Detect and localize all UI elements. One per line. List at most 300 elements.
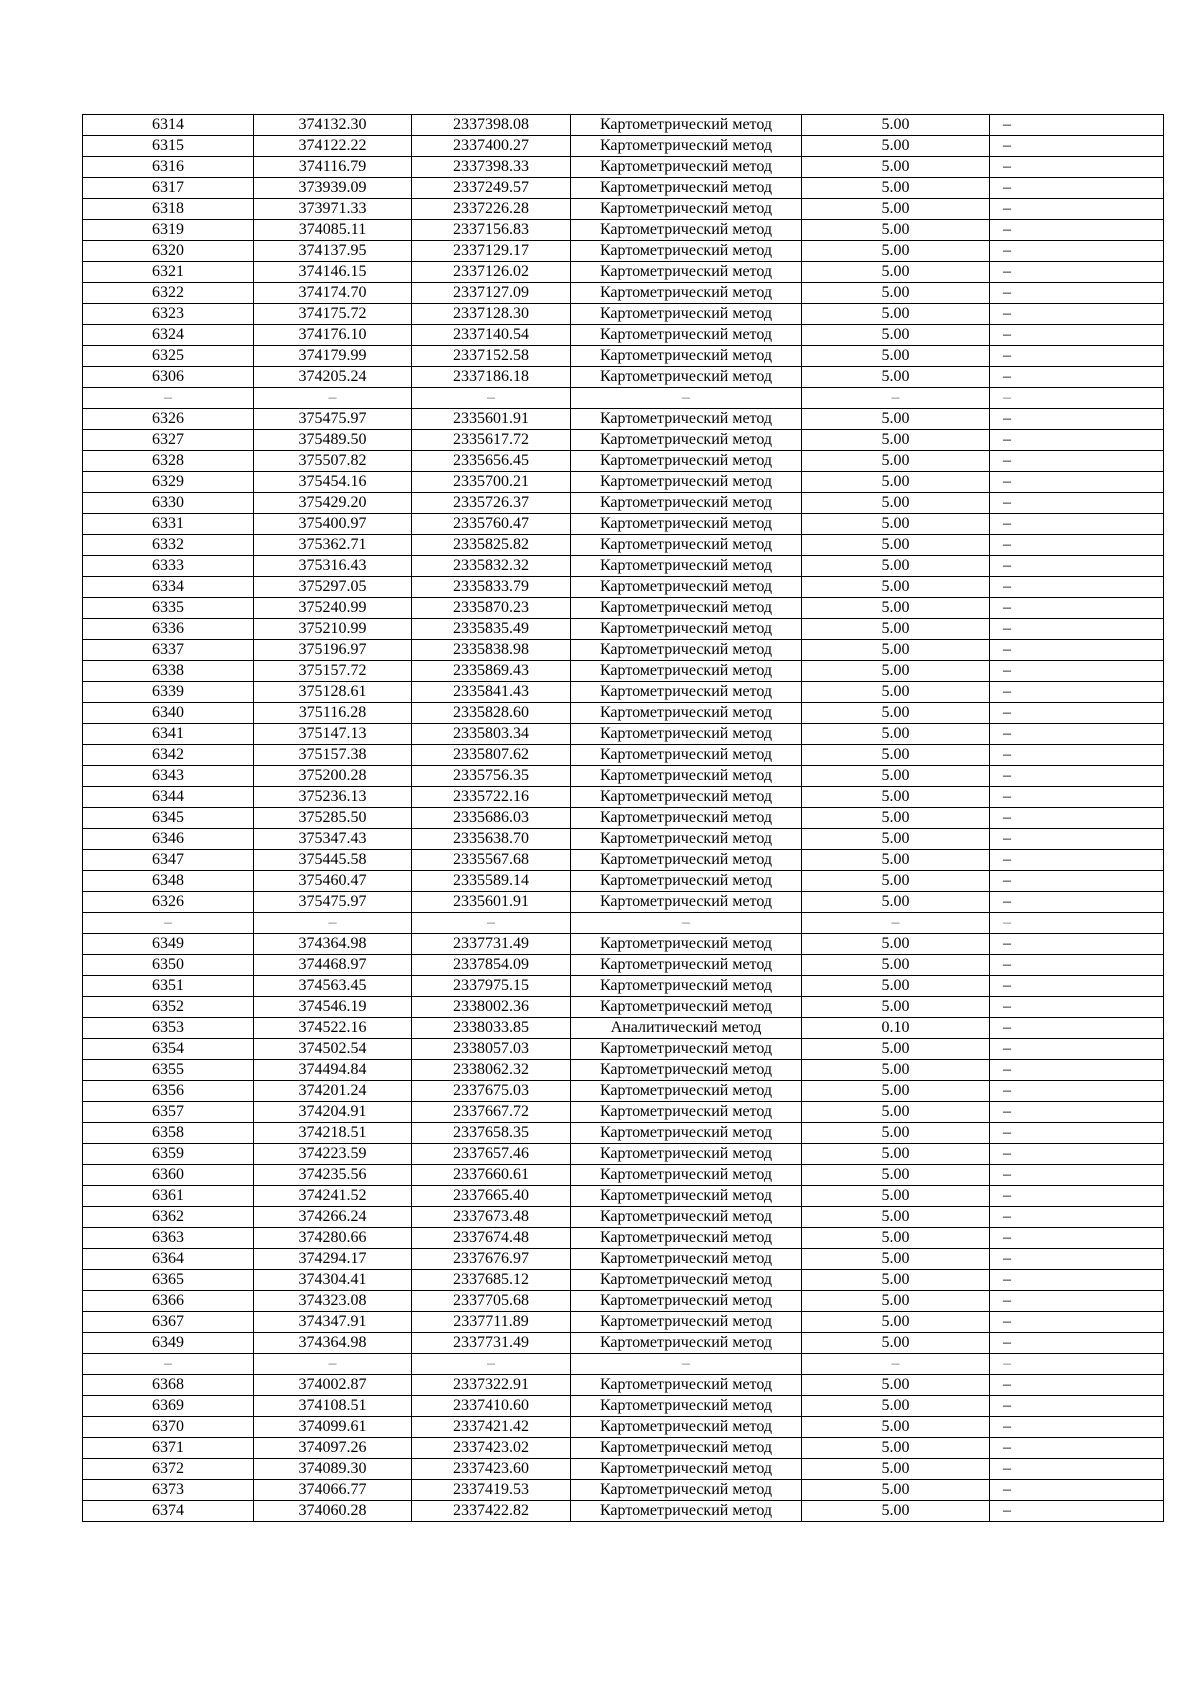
x-coordinate-cell: 374546.19 bbox=[254, 997, 412, 1018]
y-coordinate-cell: 2337657.46 bbox=[412, 1144, 571, 1165]
point-number-cell: 6360 bbox=[83, 1165, 254, 1186]
y-coordinate-cell: 2338033.85 bbox=[412, 1018, 571, 1039]
table-row bbox=[83, 115, 1164, 136]
y-coordinate-cell: 2335803.34 bbox=[412, 724, 571, 745]
method-cell: Картометрический метод bbox=[571, 115, 802, 136]
note-cell: – bbox=[990, 619, 1164, 640]
accuracy-cell: 5.00 bbox=[802, 535, 990, 556]
table-row bbox=[83, 1480, 1164, 1501]
table-row bbox=[83, 1165, 1164, 1186]
x-coordinate-cell: – bbox=[254, 388, 412, 409]
x-coordinate-cell: 374364.98 bbox=[254, 1333, 412, 1354]
separator-row bbox=[83, 913, 1164, 934]
y-coordinate-cell: 2337322.91 bbox=[412, 1375, 571, 1396]
accuracy-cell: 5.00 bbox=[802, 1081, 990, 1102]
method-cell: Картометрический метод bbox=[571, 178, 802, 199]
point-number-cell: 6319 bbox=[83, 220, 254, 241]
point-number-cell: 6372 bbox=[83, 1459, 254, 1480]
method-cell: Картометрический метод bbox=[571, 514, 802, 535]
y-coordinate-cell: 2338002.36 bbox=[412, 997, 571, 1018]
y-coordinate-cell: 2337129.17 bbox=[412, 241, 571, 262]
method-cell: Картометрический метод bbox=[571, 367, 802, 388]
note-cell: – bbox=[990, 367, 1164, 388]
accuracy-cell: 5.00 bbox=[802, 1291, 990, 1312]
note-cell: – bbox=[990, 1123, 1164, 1144]
accuracy-cell: 5.00 bbox=[802, 157, 990, 178]
table-row bbox=[83, 577, 1164, 598]
point-number-cell: 6362 bbox=[83, 1207, 254, 1228]
table-row bbox=[83, 1018, 1164, 1039]
y-coordinate-cell: 2337665.40 bbox=[412, 1186, 571, 1207]
y-coordinate-cell: 2337731.49 bbox=[412, 934, 571, 955]
point-number-cell: 6346 bbox=[83, 829, 254, 850]
table-row bbox=[83, 640, 1164, 661]
method-cell: Картометрический метод bbox=[571, 1396, 802, 1417]
point-number-cell: 6325 bbox=[83, 346, 254, 367]
method-cell: Картометрический метод bbox=[571, 1228, 802, 1249]
point-number-cell: 6322 bbox=[83, 283, 254, 304]
x-coordinate-cell: 374522.16 bbox=[254, 1018, 412, 1039]
x-coordinate-cell: 374364.98 bbox=[254, 934, 412, 955]
point-number-cell: 6356 bbox=[83, 1081, 254, 1102]
point-number-cell: – bbox=[83, 1354, 254, 1375]
accuracy-cell: 5.00 bbox=[802, 745, 990, 766]
accuracy-cell: 5.00 bbox=[802, 577, 990, 598]
point-number-cell: 6338 bbox=[83, 661, 254, 682]
x-coordinate-cell: 375240.99 bbox=[254, 598, 412, 619]
method-cell: Картометрический метод bbox=[571, 745, 802, 766]
point-number-cell: 6316 bbox=[83, 157, 254, 178]
y-coordinate-cell: 2335756.35 bbox=[412, 766, 571, 787]
x-coordinate-cell: 374097.26 bbox=[254, 1438, 412, 1459]
method-cell: Картометрический метод bbox=[571, 1480, 802, 1501]
y-coordinate-cell: 2335838.98 bbox=[412, 640, 571, 661]
table-row bbox=[83, 745, 1164, 766]
table-row bbox=[83, 997, 1164, 1018]
note-cell: – bbox=[990, 1039, 1164, 1060]
y-coordinate-cell: 2335722.16 bbox=[412, 787, 571, 808]
y-coordinate-cell: 2337400.27 bbox=[412, 136, 571, 157]
accuracy-cell: 5.00 bbox=[802, 1186, 990, 1207]
table-row bbox=[83, 1501, 1164, 1522]
method-cell: Картометрический метод bbox=[571, 1123, 802, 1144]
table-row bbox=[83, 1207, 1164, 1228]
x-coordinate-cell: 374218.51 bbox=[254, 1123, 412, 1144]
x-coordinate-cell: 374201.24 bbox=[254, 1081, 412, 1102]
method-cell: Картометрический метод bbox=[571, 850, 802, 871]
point-number-cell: 6353 bbox=[83, 1018, 254, 1039]
table-row bbox=[83, 1144, 1164, 1165]
accuracy-cell: 5.00 bbox=[802, 1438, 990, 1459]
point-number-cell: 6341 bbox=[83, 724, 254, 745]
method-cell: Картометрический метод bbox=[571, 262, 802, 283]
note-cell: – bbox=[990, 703, 1164, 724]
table-row bbox=[83, 892, 1164, 913]
method-cell: – bbox=[571, 913, 802, 934]
x-coordinate-cell: 374179.99 bbox=[254, 346, 412, 367]
accuracy-cell: 5.00 bbox=[802, 976, 990, 997]
accuracy-cell: 5.00 bbox=[802, 1417, 990, 1438]
accuracy-cell: 5.00 bbox=[802, 955, 990, 976]
method-cell: Картометрический метод bbox=[571, 598, 802, 619]
method-cell: Картометрический метод bbox=[571, 724, 802, 745]
point-number-cell: 6359 bbox=[83, 1144, 254, 1165]
note-cell: – bbox=[990, 1186, 1164, 1207]
table-row bbox=[83, 451, 1164, 472]
y-coordinate-cell: 2335686.03 bbox=[412, 808, 571, 829]
note-cell: – bbox=[990, 871, 1164, 892]
table-row bbox=[83, 661, 1164, 682]
table-row bbox=[83, 682, 1164, 703]
note-cell: – bbox=[990, 1144, 1164, 1165]
point-number-cell: 6345 bbox=[83, 808, 254, 829]
y-coordinate-cell: 2337975.15 bbox=[412, 976, 571, 997]
x-coordinate-cell: 374468.97 bbox=[254, 955, 412, 976]
accuracy-cell: 5.00 bbox=[802, 493, 990, 514]
note-cell: – bbox=[990, 1228, 1164, 1249]
note-cell: – bbox=[990, 976, 1164, 997]
table-row bbox=[83, 934, 1164, 955]
method-cell: Картометрический метод bbox=[571, 430, 802, 451]
x-coordinate-cell: 373939.09 bbox=[254, 178, 412, 199]
method-cell: Картометрический метод bbox=[571, 157, 802, 178]
note-cell: – bbox=[990, 241, 1164, 262]
note-cell: – bbox=[990, 829, 1164, 850]
method-cell: Картометрический метод bbox=[571, 1186, 802, 1207]
accuracy-cell: 5.00 bbox=[802, 808, 990, 829]
x-coordinate-cell: 374066.77 bbox=[254, 1480, 412, 1501]
note-cell: – bbox=[990, 598, 1164, 619]
note-cell: – bbox=[990, 1459, 1164, 1480]
method-cell: Картометрический метод bbox=[571, 787, 802, 808]
y-coordinate-cell: 2335841.43 bbox=[412, 682, 571, 703]
note-cell: – bbox=[990, 640, 1164, 661]
x-coordinate-cell: 374108.51 bbox=[254, 1396, 412, 1417]
accuracy-cell: 5.00 bbox=[802, 136, 990, 157]
y-coordinate-cell: 2338062.32 bbox=[412, 1060, 571, 1081]
x-coordinate-cell: 374146.15 bbox=[254, 262, 412, 283]
x-coordinate-cell: 374280.66 bbox=[254, 1228, 412, 1249]
note-cell: – bbox=[990, 661, 1164, 682]
point-number-cell: 6350 bbox=[83, 955, 254, 976]
y-coordinate-cell: 2335870.23 bbox=[412, 598, 571, 619]
accuracy-cell: 5.00 bbox=[802, 682, 990, 703]
x-coordinate-cell: 374099.61 bbox=[254, 1417, 412, 1438]
note-cell: – bbox=[990, 1417, 1164, 1438]
accuracy-cell: 5.00 bbox=[802, 409, 990, 430]
x-coordinate-cell: 375507.82 bbox=[254, 451, 412, 472]
y-coordinate-cell: 2337127.09 bbox=[412, 283, 571, 304]
table-row bbox=[83, 325, 1164, 346]
y-coordinate-cell: 2337423.60 bbox=[412, 1459, 571, 1480]
table-row bbox=[83, 1396, 1164, 1417]
method-cell: Картометрический метод bbox=[571, 1270, 802, 1291]
accuracy-cell: 5.00 bbox=[802, 178, 990, 199]
method-cell: Картометрический метод bbox=[571, 766, 802, 787]
point-number-cell: 6327 bbox=[83, 430, 254, 451]
point-number-cell: 6344 bbox=[83, 787, 254, 808]
point-number-cell: 6371 bbox=[83, 1438, 254, 1459]
table-row bbox=[83, 304, 1164, 325]
accuracy-cell: 5.00 bbox=[802, 1333, 990, 1354]
table-row bbox=[83, 1123, 1164, 1144]
accuracy-cell: – bbox=[802, 1354, 990, 1375]
note-cell: – bbox=[990, 451, 1164, 472]
y-coordinate-cell: 2338057.03 bbox=[412, 1039, 571, 1060]
x-coordinate-cell: – bbox=[254, 1354, 412, 1375]
table-row bbox=[83, 472, 1164, 493]
table-row bbox=[83, 409, 1164, 430]
note-cell: – bbox=[990, 493, 1164, 514]
x-coordinate-cell: 375200.28 bbox=[254, 766, 412, 787]
method-cell: Картометрический метод bbox=[571, 1144, 802, 1165]
table-row bbox=[83, 703, 1164, 724]
table-row bbox=[83, 850, 1164, 871]
x-coordinate-cell: 374002.87 bbox=[254, 1375, 412, 1396]
point-number-cell: 6315 bbox=[83, 136, 254, 157]
accuracy-cell: 5.00 bbox=[802, 997, 990, 1018]
method-cell: Картометрический метод bbox=[571, 1333, 802, 1354]
method-cell: Картометрический метод bbox=[571, 325, 802, 346]
point-number-cell: 6374 bbox=[83, 1501, 254, 1522]
point-number-cell: 6357 bbox=[83, 1102, 254, 1123]
note-cell: – bbox=[990, 1102, 1164, 1123]
note-cell: – bbox=[990, 472, 1164, 493]
point-number-cell: 6329 bbox=[83, 472, 254, 493]
note-cell: – bbox=[990, 115, 1164, 136]
note-cell: – bbox=[990, 199, 1164, 220]
y-coordinate-cell: 2337128.30 bbox=[412, 304, 571, 325]
accuracy-cell: – bbox=[802, 388, 990, 409]
accuracy-cell: 5.00 bbox=[802, 850, 990, 871]
y-coordinate-cell: 2335833.79 bbox=[412, 577, 571, 598]
point-number-cell: 6349 bbox=[83, 934, 254, 955]
x-coordinate-cell: 374174.70 bbox=[254, 283, 412, 304]
note-cell: – bbox=[990, 1438, 1164, 1459]
note-cell: – bbox=[990, 409, 1164, 430]
note-cell: – bbox=[990, 325, 1164, 346]
point-number-cell: 6352 bbox=[83, 997, 254, 1018]
note-cell: – bbox=[990, 1291, 1164, 1312]
point-number-cell: 6331 bbox=[83, 514, 254, 535]
note-cell: – bbox=[990, 220, 1164, 241]
note-cell: – bbox=[990, 724, 1164, 745]
table-row bbox=[83, 829, 1164, 850]
accuracy-cell: 5.00 bbox=[802, 115, 990, 136]
y-coordinate-cell: 2337711.89 bbox=[412, 1312, 571, 1333]
table-row bbox=[83, 136, 1164, 157]
y-coordinate-cell: 2337423.02 bbox=[412, 1438, 571, 1459]
table-row bbox=[83, 157, 1164, 178]
method-cell: Картометрический метод bbox=[571, 1417, 802, 1438]
note-cell: – bbox=[990, 955, 1164, 976]
method-cell: – bbox=[571, 1354, 802, 1375]
accuracy-cell: 5.00 bbox=[802, 1396, 990, 1417]
method-cell: Картометрический метод bbox=[571, 1438, 802, 1459]
method-cell: Картометрический метод bbox=[571, 304, 802, 325]
point-number-cell: 6351 bbox=[83, 976, 254, 997]
method-cell: Картометрический метод bbox=[571, 1249, 802, 1270]
x-coordinate-cell: 374060.28 bbox=[254, 1501, 412, 1522]
note-cell: – bbox=[990, 514, 1164, 535]
x-coordinate-cell: 375454.16 bbox=[254, 472, 412, 493]
point-number-cell: 6334 bbox=[83, 577, 254, 598]
y-coordinate-cell: 2335869.43 bbox=[412, 661, 571, 682]
note-cell: – bbox=[990, 304, 1164, 325]
table-row bbox=[83, 808, 1164, 829]
accuracy-cell: 5.00 bbox=[802, 367, 990, 388]
y-coordinate-cell: – bbox=[412, 388, 571, 409]
method-cell: Картометрический метод bbox=[571, 199, 802, 220]
x-coordinate-cell: 375362.71 bbox=[254, 535, 412, 556]
method-cell: Картометрический метод bbox=[571, 241, 802, 262]
note-cell: – bbox=[990, 1081, 1164, 1102]
point-number-cell: 6336 bbox=[83, 619, 254, 640]
accuracy-cell: 5.00 bbox=[802, 430, 990, 451]
table-row bbox=[83, 1228, 1164, 1249]
accuracy-cell: 5.00 bbox=[802, 598, 990, 619]
accuracy-cell: 5.00 bbox=[802, 892, 990, 913]
point-number-cell: 6321 bbox=[83, 262, 254, 283]
x-coordinate-cell: 375475.97 bbox=[254, 409, 412, 430]
point-number-cell: 6363 bbox=[83, 1228, 254, 1249]
y-coordinate-cell: 2337398.08 bbox=[412, 115, 571, 136]
table-row bbox=[83, 1333, 1164, 1354]
x-coordinate-cell: 374132.30 bbox=[254, 115, 412, 136]
table-row bbox=[83, 955, 1164, 976]
x-coordinate-cell: 374204.91 bbox=[254, 1102, 412, 1123]
y-coordinate-cell: 2335700.21 bbox=[412, 472, 571, 493]
x-coordinate-cell: – bbox=[254, 913, 412, 934]
table-row bbox=[83, 535, 1164, 556]
accuracy-cell: 5.00 bbox=[802, 619, 990, 640]
x-coordinate-cell: 374494.84 bbox=[254, 1060, 412, 1081]
x-coordinate-cell: 374347.91 bbox=[254, 1312, 412, 1333]
point-number-cell: 6340 bbox=[83, 703, 254, 724]
x-coordinate-cell: 374137.95 bbox=[254, 241, 412, 262]
note-cell: – bbox=[990, 808, 1164, 829]
method-cell: Картометрический метод bbox=[571, 283, 802, 304]
y-coordinate-cell: 2337226.28 bbox=[412, 199, 571, 220]
table-row bbox=[83, 1417, 1164, 1438]
method-cell: Картометрический метод bbox=[571, 661, 802, 682]
point-number-cell: 6335 bbox=[83, 598, 254, 619]
point-number-cell: 6317 bbox=[83, 178, 254, 199]
table-row bbox=[83, 346, 1164, 367]
accuracy-cell: 5.00 bbox=[802, 304, 990, 325]
table-row bbox=[83, 262, 1164, 283]
accuracy-cell: 5.00 bbox=[802, 451, 990, 472]
y-coordinate-cell: 2335601.91 bbox=[412, 892, 571, 913]
note-cell: – bbox=[990, 787, 1164, 808]
accuracy-cell: 5.00 bbox=[802, 1459, 990, 1480]
point-number-cell: 6361 bbox=[83, 1186, 254, 1207]
accuracy-cell: 5.00 bbox=[802, 1312, 990, 1333]
point-number-cell: 6373 bbox=[83, 1480, 254, 1501]
table-row bbox=[83, 1312, 1164, 1333]
method-cell: Картометрический метод bbox=[571, 1501, 802, 1522]
note-cell: – bbox=[990, 535, 1164, 556]
point-number-cell: 6324 bbox=[83, 325, 254, 346]
table-row bbox=[83, 178, 1164, 199]
x-coordinate-cell: 375297.05 bbox=[254, 577, 412, 598]
accuracy-cell: 5.00 bbox=[802, 640, 990, 661]
note-cell: – bbox=[990, 556, 1164, 577]
x-coordinate-cell: 375316.43 bbox=[254, 556, 412, 577]
accuracy-cell: 5.00 bbox=[802, 262, 990, 283]
x-coordinate-cell: 374241.52 bbox=[254, 1186, 412, 1207]
accuracy-cell: 5.00 bbox=[802, 1039, 990, 1060]
note-cell: – bbox=[990, 913, 1164, 934]
accuracy-cell: 5.00 bbox=[802, 283, 990, 304]
point-number-cell: 6326 bbox=[83, 409, 254, 430]
accuracy-cell: 0.10 bbox=[802, 1018, 990, 1039]
accuracy-cell: 5.00 bbox=[802, 199, 990, 220]
note-cell: – bbox=[990, 1270, 1164, 1291]
point-number-cell: 6337 bbox=[83, 640, 254, 661]
method-cell: Картометрический метод bbox=[571, 1375, 802, 1396]
table-row bbox=[83, 220, 1164, 241]
separator-row bbox=[83, 388, 1164, 409]
table-row bbox=[83, 430, 1164, 451]
table-row bbox=[83, 199, 1164, 220]
note-cell: – bbox=[990, 1333, 1164, 1354]
point-number-cell: 6367 bbox=[83, 1312, 254, 1333]
y-coordinate-cell: 2335726.37 bbox=[412, 493, 571, 514]
method-cell: Картометрический метод bbox=[571, 682, 802, 703]
table-row bbox=[83, 1270, 1164, 1291]
y-coordinate-cell: 2337419.53 bbox=[412, 1480, 571, 1501]
y-coordinate-cell: 2337675.03 bbox=[412, 1081, 571, 1102]
point-number-cell: 6370 bbox=[83, 1417, 254, 1438]
note-cell: – bbox=[990, 157, 1164, 178]
x-coordinate-cell: 375210.99 bbox=[254, 619, 412, 640]
accuracy-cell: 5.00 bbox=[802, 241, 990, 262]
y-coordinate-cell: 2335617.72 bbox=[412, 430, 571, 451]
point-number-cell: 6320 bbox=[83, 241, 254, 262]
point-number-cell: 6333 bbox=[83, 556, 254, 577]
accuracy-cell: 5.00 bbox=[802, 220, 990, 241]
accuracy-cell: 5.00 bbox=[802, 1249, 990, 1270]
note-cell: – bbox=[990, 682, 1164, 703]
point-number-cell: 6306 bbox=[83, 367, 254, 388]
y-coordinate-cell: 2337658.35 bbox=[412, 1123, 571, 1144]
table-row bbox=[83, 787, 1164, 808]
note-cell: – bbox=[990, 1060, 1164, 1081]
coordinates-table-body bbox=[83, 115, 1164, 1522]
note-cell: – bbox=[990, 892, 1164, 913]
point-number-cell: 6366 bbox=[83, 1291, 254, 1312]
method-cell: Картометрический метод bbox=[571, 535, 802, 556]
method-cell: Картометрический метод bbox=[571, 577, 802, 598]
method-cell: Картометрический метод bbox=[571, 892, 802, 913]
y-coordinate-cell: 2335828.60 bbox=[412, 703, 571, 724]
accuracy-cell: – bbox=[802, 913, 990, 934]
x-coordinate-cell: 374563.45 bbox=[254, 976, 412, 997]
accuracy-cell: 5.00 bbox=[802, 787, 990, 808]
accuracy-cell: 5.00 bbox=[802, 1501, 990, 1522]
x-coordinate-cell: 374085.11 bbox=[254, 220, 412, 241]
note-cell: – bbox=[990, 1354, 1164, 1375]
y-coordinate-cell: 2337854.09 bbox=[412, 955, 571, 976]
point-number-cell: 6339 bbox=[83, 682, 254, 703]
y-coordinate-cell: 2337673.48 bbox=[412, 1207, 571, 1228]
method-cell: Картометрический метод bbox=[571, 472, 802, 493]
note-cell: – bbox=[990, 1207, 1164, 1228]
x-coordinate-cell: 374235.56 bbox=[254, 1165, 412, 1186]
note-cell: – bbox=[990, 1312, 1164, 1333]
x-coordinate-cell: 375116.28 bbox=[254, 703, 412, 724]
